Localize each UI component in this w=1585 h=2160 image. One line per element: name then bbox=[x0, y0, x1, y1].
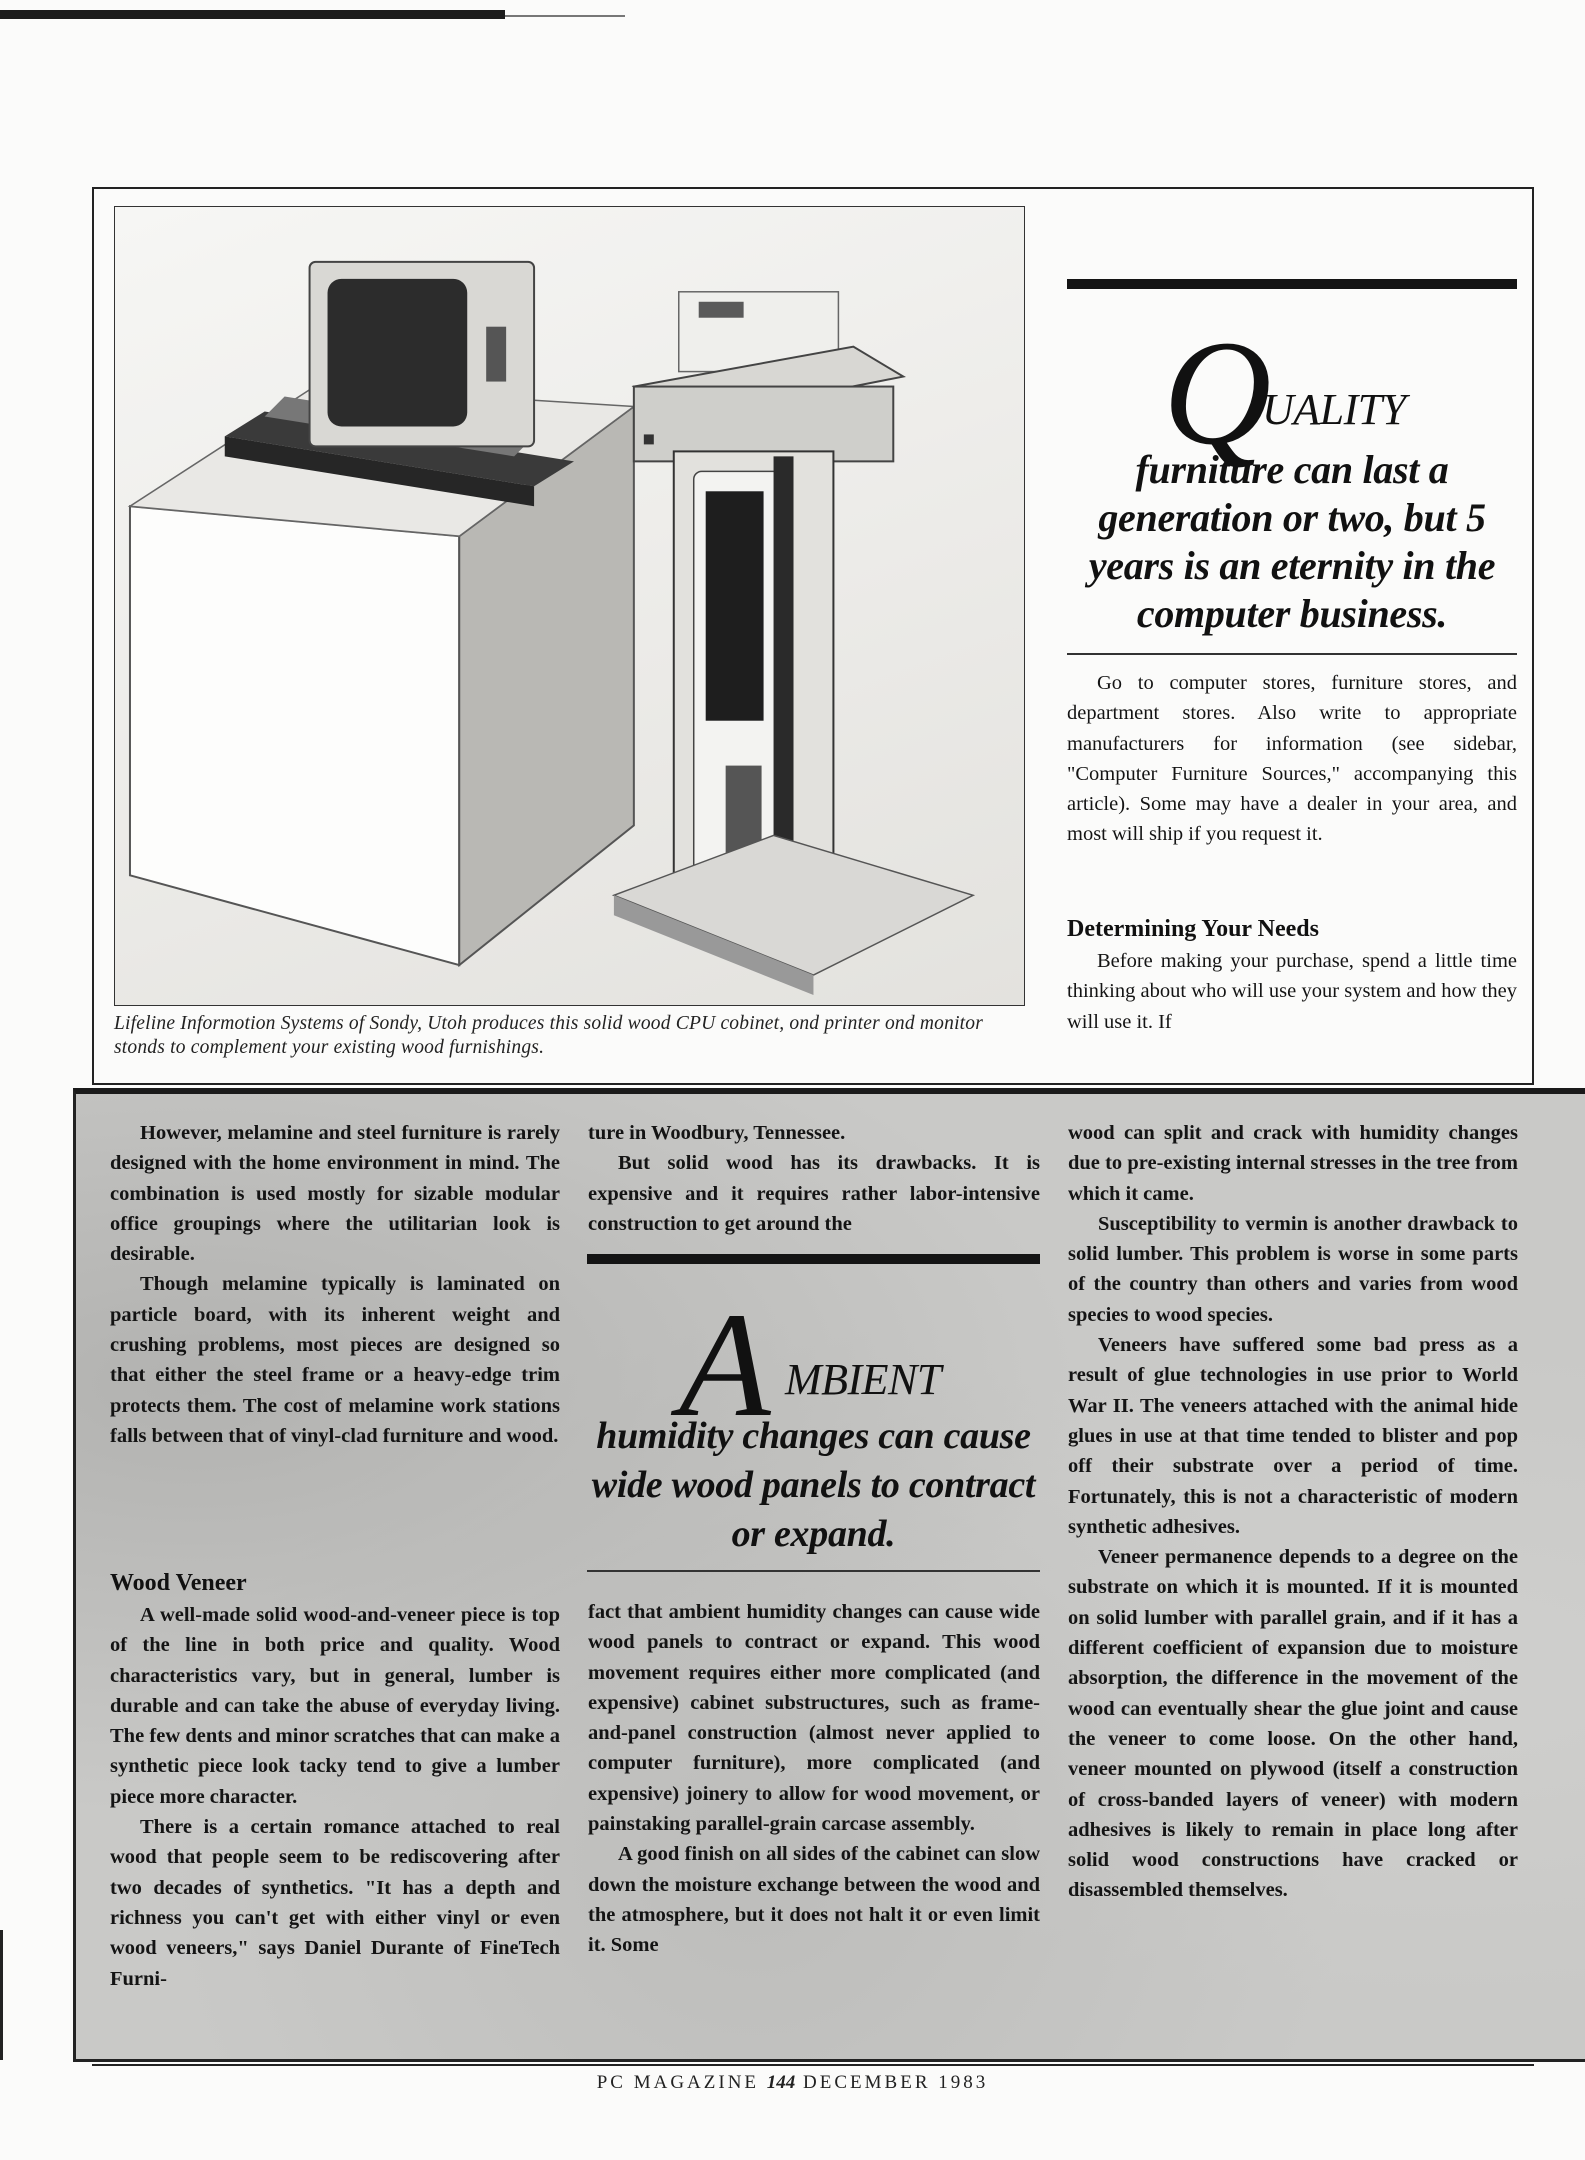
paragraph: Veneer permanence depends to a degree on the substrate on which it is mounted. If it is mounted on solid lumber with parallel grain, and if it has a different coefficient of expansion due to moisture absorption, the difference in the movement of the wood can eventually shear the glue joint and cause the veneer to come loose. On the other hand, veneer mounted on plywood (itself a construction of cross-banded layers of veneer) with modern adhesives is likely to remain in place long after solid wood constructions have cracked or disassembled themselves. bbox=[1068, 1546, 1518, 1902]
pullquote-1-initial: Q bbox=[1163, 310, 1272, 476]
top-decorative-rule bbox=[0, 10, 505, 19]
paragraph: There is a certain romance attached to real wood that people seem to be rediscovering after two decades of synthetics. "It has a depth and richness you can't get with either vinyl or even wood veneers," says Daniel Durante of FineTech Furni- bbox=[110, 1816, 560, 1990]
lower-column-2 bbox=[588, 1118, 1040, 1239]
paragraph: A well-made solid wood-and-veneer piece is top of the line in both price and quality. Wood characteristics vary, but in general, lumber is durable and can take the abuse of everyday living. The few dents and minor scratches that can make a synthetic piece look tacky tend to give a lumber piece more character. bbox=[110, 1604, 560, 1808]
lower-column-1 bbox=[110, 1118, 560, 1451]
paragraph: Veneers have suffered some bad press as a result of glue technologies in use prior to World War II. The veneers attached with the animal hide glues in use at that time tended to blister and pop off their substrate over a period of time. Fortunately, this is not a characteristic of modern synthetic adhesives. bbox=[1068, 1334, 1518, 1538]
page-footer bbox=[0, 2072, 1585, 2094]
pullquote-1-bottom-rule bbox=[1067, 653, 1517, 655]
paragraph: Go to computer stores, furniture stores, and department stores. Also write to appropriate manufacturers for information (see sidebar, "Computer Furniture Sources," accompanying this article). Some may have a dealer in your area, and most will ship if you request it. bbox=[1067, 672, 1517, 846]
footer-date: DECEMBER 1983 bbox=[803, 2072, 989, 2093]
photo-caption: Lifeline Informotion Systems of Sondy, Utoh produces this solid wood CPU cobinet, ond printer ond monitor stonds to complement your existing wood furnishings. bbox=[114, 1013, 984, 1058]
footer-magazine-name: PC MAGAZINE bbox=[596, 2072, 760, 2093]
paragraph: Susceptibility to vermin is another drawback to solid lumber. This problem is worse in some parts of the country than others and varies from wood species to wood species. bbox=[1068, 1212, 1518, 1326]
upper-column bbox=[1067, 668, 1517, 850]
paragraph: Though melamine typically is laminated on particle board, with its inherent weight and crushing problems, most pieces are designed so that either the steel frame or a heavy-edge trim protects them. The cost of melamine work stations falls between that of vinyl-clad furniture and wood. bbox=[110, 1273, 560, 1447]
pullquote-2-initial: A bbox=[679, 1282, 771, 1448]
paragraph: A good finish on all sides of the cabinet can slow down the moisture exchange between the wood and the atmosphere, but it does not halt it or even limit it. Some bbox=[588, 1843, 1040, 1957]
pullquote-2-bottom-rule bbox=[587, 1570, 1040, 1572]
left-margin-rule bbox=[0, 1930, 3, 2060]
upper-column-continued bbox=[1067, 946, 1517, 1037]
pullquote-2-text: humidity changes can cause wide wood panels to contract or expand. bbox=[591, 1415, 1036, 1555]
top-decorative-rule-tail bbox=[505, 15, 625, 17]
footer-page-number: 144 bbox=[766, 2072, 796, 2093]
paragraph: Before making your purchase, spend a little time thinking about who will use your system and how they will use it. If bbox=[1067, 950, 1517, 1033]
pullquote-1-top-rule bbox=[1067, 279, 1517, 289]
computer-furniture-illustration bbox=[115, 207, 1024, 1005]
footer-rule bbox=[92, 2064, 1534, 2066]
pullquote-2-word: MBIENT bbox=[785, 1355, 941, 1404]
paragraph: wood can split and crack with humidity changes due to pre-existing internal stresses in the tree from which it came. bbox=[1068, 1122, 1518, 1205]
section-heading-wood-veneer: Wood Veneer bbox=[110, 1570, 247, 1596]
pullquote-1-word: UALITY bbox=[1262, 385, 1406, 434]
lower-column-3 bbox=[1068, 1118, 1518, 1906]
lower-column-1-continued bbox=[110, 1600, 560, 1994]
section-heading-determining-needs: Determining Your Needs bbox=[1067, 916, 1319, 942]
paragraph: But solid wood has its drawbacks. It is expensive and it requires rather labor-intensive construction to get around the bbox=[588, 1152, 1040, 1235]
furniture-photo bbox=[114, 206, 1025, 1006]
pullquote-1-text: furniture can last a generation or two, but 5 years is an eternity in the computer business. bbox=[1088, 447, 1496, 636]
pullquote-2-top-rule bbox=[587, 1254, 1040, 1264]
paragraph: However, melamine and steel furniture is rarely designed with the home environment in mind. The combination is used mostly for sizable modular office groupings where the utilitarian look is desirable. bbox=[110, 1122, 560, 1266]
paragraph: ture in Woodbury, Tennessee. bbox=[588, 1122, 846, 1144]
lower-column-2-continued bbox=[588, 1597, 1040, 1961]
paragraph: fact that ambient humidity changes can cause wide wood panels to contract or expand. This wood movement requires either more complicated (and expensive) cabinet substructures, such as frame-and-panel construction (almost never applied to computer furniture), more complicated (and expensive) joinery to allow for wood movement, or painstaking parallel-grain carcase assembly. bbox=[588, 1601, 1040, 1836]
